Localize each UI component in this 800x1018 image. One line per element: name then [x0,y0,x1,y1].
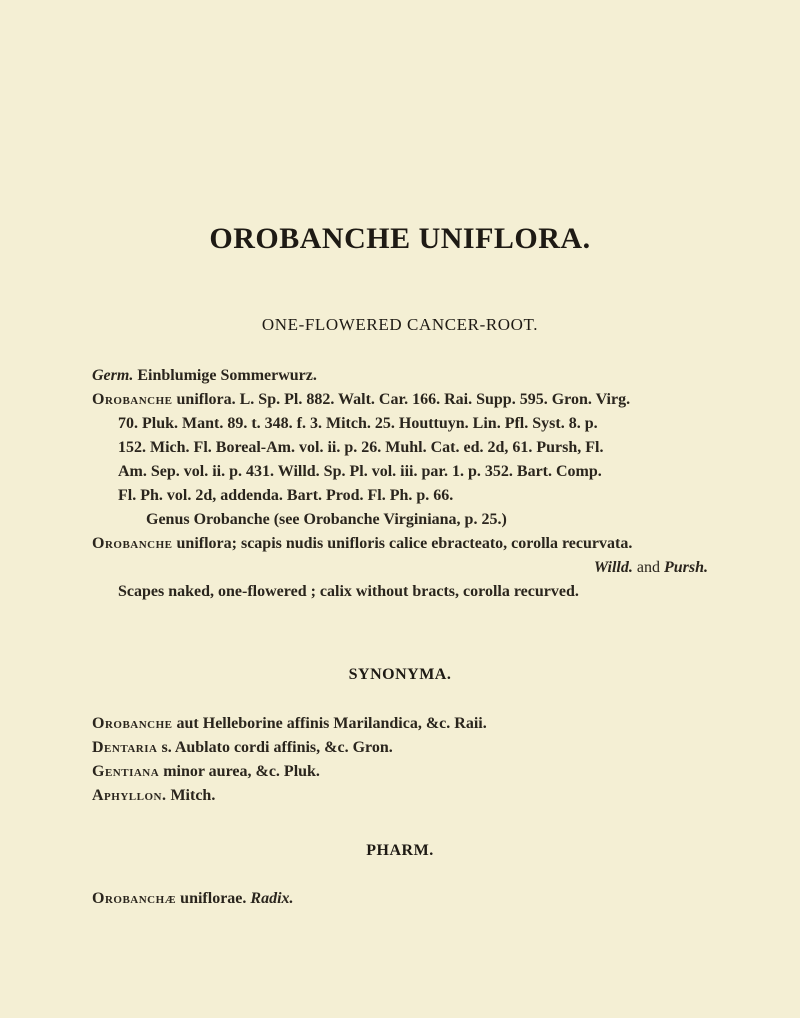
pharm-part: Radix. [250,890,294,907]
synonym-text: Mitch. [170,787,216,804]
citation-genus: Orobanche [92,391,173,408]
authority-willd: Willd. [593,559,633,576]
diagnosis-genus: Orobanche [92,535,173,552]
synonyma-list [92,712,732,808]
citation-paragraph [92,388,732,532]
page-title: OROBANCHE UNIFLORA. [209,222,591,255]
citation-line-5: Fl. Ph. vol. 2d, addenda. Bart. Prod. Fl. Ph. p. 66. [118,487,454,504]
pharm-heading: PHARM. [366,842,434,859]
diagnosis-english: Scapes naked, one-flowered ; calix without bracts, corolla recurved. [118,583,579,600]
citation-line-2: 70. Pluk. Mant. 89. t. 348. f. 3. Mitch. 25. Houttuyn. Lin. Pfl. Syst. 8. p. [118,415,598,432]
diagnosis-authority [92,556,732,580]
genus-note: Genus Orobanche (see Orobanche Virginiana, p. 25.) [146,511,507,528]
synonym-genus: Gentiana [92,763,160,780]
synonym-genus: Aphyllon. [92,787,167,804]
synonym-text: s. Aublato cordi affinis, &c. Gron. [161,739,393,756]
synonym-genus: Orobanche [92,715,173,732]
citation-line-1: uniflora. L. Sp. Pl. 882. Walt. Car. 166. Rai. Supp. 595. Gron. Virg. [176,391,631,408]
list-item [92,712,732,736]
list-item [92,736,732,760]
diagnosis-latin: uniflora; scapis nudis unifloris calice ebracteato, corolla recurvata. [176,535,633,552]
citation-line-3: 152. Mich. Fl. Boreal-Am. vol. ii. p. 26. Muhl. Cat. ed. 2d, 61. Pursh, Fl. [118,439,604,456]
main-text [92,364,732,604]
diagnosis-paragraph [92,532,732,604]
list-item [92,784,732,808]
germ-text: Einblumige Sommerwurz. [137,367,317,384]
germ-label: Germ. [92,367,134,384]
synonym-text: minor aurea, &c. Pluk. [163,763,320,780]
citation-line-4: Am. Sep. vol. ii. p. 431. Willd. Sp. Pl. vol. iii. par. 1. p. 352. Bart. Comp. [118,463,602,480]
pharm-line [92,887,732,911]
synonym-text: aut Helleborine affinis Marilandica, &c. Raii. [176,715,487,732]
synonym-genus: Dentaria [92,739,158,756]
synonyma-heading: SYNONYMA. [348,666,452,683]
authority-pursh: Pursh. [663,559,708,576]
pharm-text: uniflorae. [180,890,247,907]
pharm-genus: Orobanchæ [92,890,177,907]
authority-and: and [636,559,660,576]
page-subtitle: ONE-FLOWERED CANCER-ROOT. [261,315,539,334]
germ-line [92,364,732,388]
list-item [92,760,732,784]
